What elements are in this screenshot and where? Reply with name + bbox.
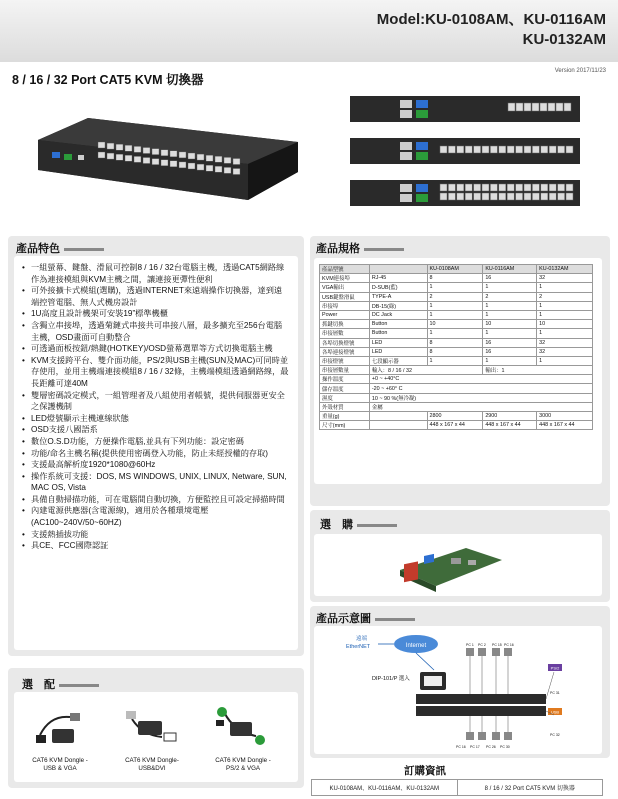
- spec-cell: DB-15(綠): [369, 301, 427, 310]
- spec-cell: 448 x 167 x 44: [427, 421, 483, 430]
- spec-row: [320, 310, 593, 319]
- spec-cell: 串接層數量: [320, 366, 370, 375]
- feature-item: • OSD支援八國語系: [22, 424, 290, 436]
- version-label: Version 2017/11/23: [554, 68, 606, 74]
- spec-row: [320, 366, 593, 375]
- spec-cell: 16: [483, 274, 537, 283]
- spec-cell: 重量(g): [320, 412, 370, 421]
- spec-cell: 1: [483, 301, 537, 310]
- spec-cell: 8: [427, 347, 483, 356]
- spec-cell: 儲存溫度: [320, 384, 370, 393]
- spec-cell: KU-0132AM: [537, 265, 593, 274]
- accessory-caption-2: [112, 757, 192, 773]
- spec-cell: 抓鍵切換: [320, 320, 370, 329]
- spec-row: [320, 384, 593, 393]
- spec-cell: 1: [537, 301, 593, 310]
- spec-cell: 2900: [483, 412, 537, 421]
- spec-cell: RJ-45: [369, 274, 427, 283]
- spec-cell: VGA輸出: [320, 283, 370, 292]
- kvm-device-image: [28, 100, 308, 210]
- pc-top-2: PC 2: [478, 643, 486, 647]
- diagram-heading-text: 產品示意圖: [316, 613, 371, 625]
- feature-item: • 含獨立串接埠，透過菊鏈式串接共可串接八層，最多擴充至256台電腦主機，OSD畫面可自動整合: [22, 320, 290, 343]
- specs-heading-text: 產品規格: [316, 243, 360, 255]
- spec-cell: 32: [537, 274, 593, 283]
- spec-cell: 串接燈號: [320, 356, 370, 365]
- spec-cell: 1: [427, 310, 483, 319]
- spec-row: [320, 412, 593, 421]
- accessory-3-line1: CAT6 KVM Dongle -: [215, 757, 271, 764]
- spec-cell: 1: [537, 329, 593, 338]
- spec-cell: 32: [537, 338, 593, 347]
- order-heading: 訂購資訊: [404, 765, 446, 777]
- optional-heading-text: 選 購: [320, 519, 353, 531]
- spec-cell: USB鍵盤滑鼠: [320, 292, 370, 301]
- spec-cell: 串接埠: [320, 301, 370, 310]
- spec-cell: 10: [537, 320, 593, 329]
- spec-cell: 尺寸(mm): [320, 421, 370, 430]
- pc-right-1: PC 31: [550, 691, 560, 695]
- spec-row: [320, 347, 593, 356]
- spec-table: [319, 264, 593, 430]
- feature-item: • 1U高度且設計機架可安裝19”標準機櫃: [22, 308, 290, 320]
- spec-row: [320, 292, 593, 301]
- spec-cell: 1: [537, 310, 593, 319]
- spec-cell: 操作溫度: [320, 375, 370, 384]
- spec-cell: 3000: [537, 412, 593, 421]
- spec-row: [320, 421, 593, 430]
- dongle-usb-vga-image: [30, 705, 90, 749]
- spec-cell: [369, 421, 427, 430]
- feature-item: • 支援熱插拔功能: [22, 529, 290, 541]
- feature-item: • 一組螢幕、鍵盤、滑鼠可控制8 / 16 / 32台電腦主機，透過CAT5網路線作為連接模組與KVM主機之間，讓連接更彈性便利: [22, 262, 290, 285]
- spec-cell: TYPE-A: [369, 292, 427, 301]
- features-list: [22, 262, 290, 552]
- spec-cell: KU-0108AM: [427, 265, 483, 274]
- spec-cell: 2: [427, 292, 483, 301]
- spec-row: [320, 375, 593, 384]
- spec-cell: 8: [427, 338, 483, 347]
- spec-cell: 1: [483, 283, 537, 292]
- feature-item: • 具備自動掃描功能，可在電腦間自動切換，方便監控且可設定掃描時間: [22, 494, 290, 506]
- product-title: 8 / 16 / 32 Port CAT5 KVM 切換器: [12, 73, 204, 87]
- specs-heading: [316, 240, 404, 256]
- spec-row: [320, 320, 593, 329]
- spec-row: [320, 283, 593, 292]
- spec-cell: 1: [537, 283, 593, 292]
- accessory-1-line1: CAT6 KVM Dongle -: [32, 757, 88, 764]
- pc-top-4: PC 16: [504, 643, 514, 647]
- spec-cell: DC Jack: [369, 310, 427, 319]
- spec-cell: 1: [483, 356, 537, 365]
- spec-cell: 16: [483, 338, 537, 347]
- dongle-ps2-vga-image: [212, 702, 272, 750]
- accessory-caption-1: [20, 757, 100, 773]
- pc-bottom-1: PC 16: [456, 745, 466, 749]
- accessories-heading-text: 選 配: [22, 679, 55, 691]
- feature-item: • 具CE、FCC國際認証: [22, 540, 290, 552]
- spec-row: [320, 329, 593, 338]
- spec-cell: LED: [369, 338, 427, 347]
- spec-cell: +0 ~ +40°C: [369, 375, 592, 384]
- kvm-32port-image: [350, 178, 580, 208]
- accessories-heading: [22, 676, 99, 692]
- dongle-usb-dvi-image: [122, 705, 182, 749]
- spec-cell: 串接層數: [320, 329, 370, 338]
- pc-bottom-4: PC 30: [500, 745, 510, 749]
- spec-row: [320, 265, 593, 274]
- accessory-caption-3: [202, 757, 284, 773]
- feature-item: • 功能/命名主機名稱(提供使用密碼登入功能，防止未經授權的存取): [22, 448, 290, 460]
- spec-cell: 10: [483, 320, 537, 329]
- spec-cell: Button: [369, 320, 427, 329]
- internet-label: Internet: [405, 643, 427, 649]
- spec-cell: Power: [320, 310, 370, 319]
- spec-cell: -20 ~ +60° C: [369, 384, 592, 393]
- accessory-1-line2: USB & VGA: [43, 765, 77, 772]
- spec-cell: 七段顯示器: [369, 356, 427, 365]
- feature-item: • 支援最高解析度1920*1080@60Hz: [22, 459, 290, 471]
- spec-cell: 輸入：8 / 16 / 32: [369, 366, 482, 375]
- ethernet-label: EtherNET: [346, 644, 371, 650]
- spec-cell: 448 x 167 x 44: [537, 421, 593, 430]
- spec-cell: 濕度: [320, 393, 370, 402]
- spec-cell: 448 x 167 x 44: [483, 421, 537, 430]
- spec-cell: 16: [483, 347, 537, 356]
- features-heading-text: 產品特色: [16, 243, 60, 255]
- spec-row: [320, 301, 593, 310]
- feature-item: • 內建電源供應器(含電源線)，適用於各種環境電壓(AC100~240V/50~60HZ): [22, 505, 290, 528]
- spec-cell: 2: [537, 292, 593, 301]
- spec-cell: 1: [427, 301, 483, 310]
- spec-cell: 2: [483, 292, 537, 301]
- spec-row: [320, 338, 593, 347]
- spec-cell: 各埠切換燈號: [320, 338, 370, 347]
- pc-right-2: PC 32: [550, 733, 560, 737]
- feature-item: • 雙層密碼設定模式，一組管理者及八組使用者帳號，提供伺服器更安全之保護機制: [22, 390, 290, 413]
- spec-row: [320, 393, 593, 402]
- spec-cell: 1: [427, 356, 483, 365]
- spec-cell: 2800: [427, 412, 483, 421]
- spec-cell: Button: [369, 329, 427, 338]
- spec-cell: KVM連接埠: [320, 274, 370, 283]
- feature-item: • 操作系統可支援：DOS, MS WINDOWS, UNIX, LINUX, Netware, SUN, MAC OS, Vista: [22, 471, 290, 494]
- spec-cell: [369, 412, 427, 421]
- kvm-8port-image: [350, 94, 580, 124]
- order-description: 8 / 16 / 32 Port CAT5 KVM 切換器: [484, 786, 575, 792]
- spec-cell: 產品型號: [320, 265, 370, 274]
- spec-row: [320, 356, 593, 365]
- optional-heading: [320, 516, 397, 532]
- model-line-2: KU-0132AM: [522, 31, 606, 48]
- diagram-heading: [316, 610, 415, 626]
- spec-cell: D-SUB(藍): [369, 283, 427, 292]
- spec-row: [320, 274, 593, 283]
- pc-top-3: PC 15: [492, 643, 502, 647]
- spec-cell: [369, 265, 427, 274]
- model-title: [377, 10, 606, 50]
- model-line-1: Model:KU-0108AM、KU-0116AM: [376, 11, 606, 28]
- connection-diagram: [316, 628, 600, 752]
- spec-cell: 各埠連接燈號: [320, 347, 370, 356]
- feature-item: • 可透過面板按鈕/熱鍵(HOTKEY)/OSD螢幕選單等方式切換電腦主機: [22, 343, 290, 355]
- spec-cell: 1: [427, 283, 483, 292]
- spec-row: [320, 402, 593, 411]
- spec-cell: 外殼材質: [320, 402, 370, 411]
- feature-item: • 可外接擴卡式模組(選購)，透過INTERNET來遠端操作切換器，達到遠端控管電腦、無人式機房設計: [22, 285, 290, 308]
- spec-cell: 1: [483, 329, 537, 338]
- dip-label: DIP-101/P 選入: [372, 676, 410, 682]
- spec-cell: 8: [427, 274, 483, 283]
- accessory-2-line2: USB&DVI: [138, 765, 166, 772]
- accessory-2-line1: CAT6 KVM Dongle-: [125, 757, 179, 764]
- feature-item: • KVM支援跨平台、雙介面功能，PS/2與USB主機(SUN及MAC)可同時並存使用，並用主機端連接模組8 / 16 / 32條，主機端模組透過網路線，最長距離可達40M: [22, 355, 290, 390]
- spec-cell: 金屬: [369, 402, 592, 411]
- spec-cell: 10 ~ 90 %(無冷凝): [369, 393, 592, 402]
- feature-item: • LED燈號顯示主機連線狀態: [22, 413, 290, 425]
- features-heading: [16, 240, 104, 256]
- ip-module-card-image: [396, 540, 506, 596]
- spec-cell: 輸出：1: [483, 366, 593, 375]
- usb-tag: USB: [550, 709, 560, 715]
- spec-cell: LED: [369, 347, 427, 356]
- accessory-3-line2: PS/2 & VGA: [225, 765, 261, 772]
- ps2-tag: PS/2: [550, 665, 560, 671]
- kvm-16port-image: [350, 136, 580, 166]
- spec-cell: 10: [427, 320, 483, 329]
- spec-cell: 1: [427, 329, 483, 338]
- pc-top-1: PC 1: [466, 643, 474, 647]
- feature-item: • 數位O.S.D功能，方便操作電腦,並具有下列功能：設定密碼: [22, 436, 290, 448]
- spec-cell: 1: [537, 356, 593, 365]
- pc-bottom-3: PC 26: [486, 745, 496, 749]
- pc-bottom-2: PC 17: [470, 745, 480, 749]
- order-info-table: [311, 779, 603, 796]
- order-models: KU-0108AM、KU-0116AM、KU-0132AM: [312, 780, 458, 795]
- spec-cell: 1: [483, 310, 537, 319]
- spec-cell: 32: [537, 347, 593, 356]
- remote-label: 遠端: [356, 636, 368, 642]
- spec-cell: KU-0116AM: [483, 265, 537, 274]
